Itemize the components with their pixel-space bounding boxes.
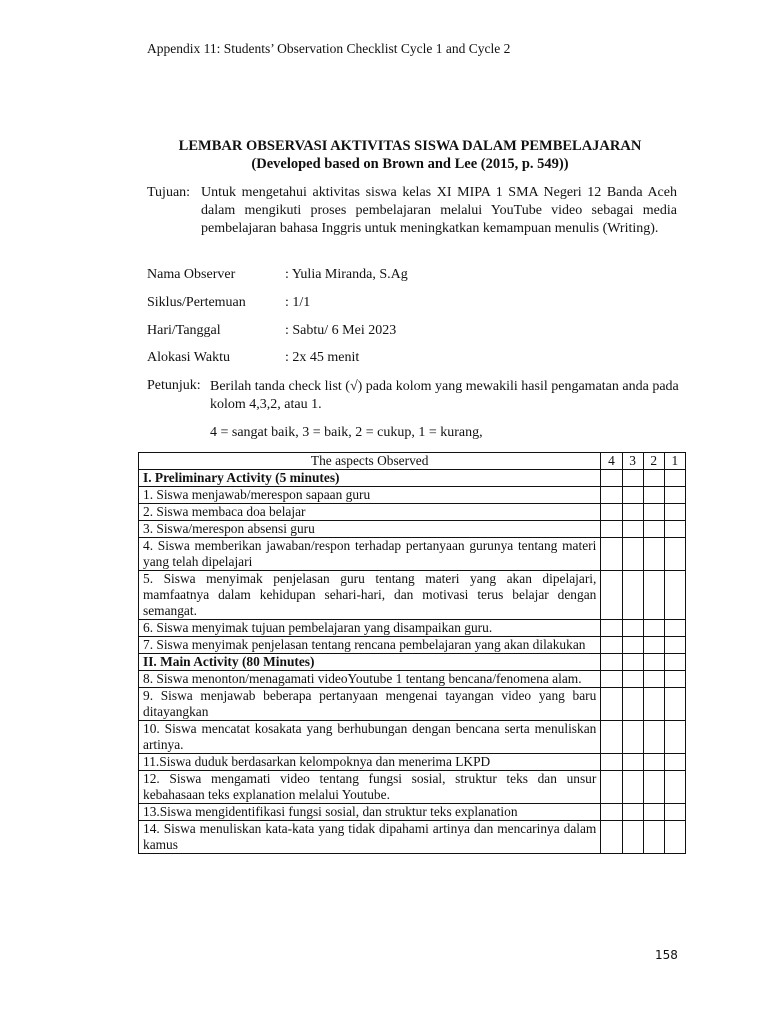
page-header: Appendix 11: Students’ Observation Checklist Cycle 1 and Cycle 2 — [147, 41, 511, 56]
score-cell-4[interactable] — [601, 538, 622, 571]
score-cell-2[interactable] — [643, 821, 664, 854]
table-row — [139, 538, 686, 571]
score-cell-2[interactable] — [643, 688, 664, 721]
score-cell-4[interactable] — [601, 470, 622, 487]
score-cell-1[interactable] — [664, 821, 685, 854]
score-cell-2[interactable] — [643, 504, 664, 521]
score-cell-2[interactable] — [643, 804, 664, 821]
document-title: LEMBAR OBSERVASI AKTIVITAS SISWA DALAM PEMBELAJARAN — [178, 138, 642, 154]
section-row — [139, 470, 686, 487]
page-number: 158 — [655, 948, 678, 962]
section-row — [139, 654, 686, 671]
section-heading: II. Main Activity (80 Minutes) — [139, 654, 601, 671]
score-cell-4[interactable] — [601, 637, 622, 654]
table-row — [139, 688, 686, 721]
score-cell-3[interactable] — [622, 620, 643, 637]
score-cell-2[interactable] — [643, 721, 664, 754]
info-value: : Sabtu/ 6 Mei 2023 — [285, 323, 397, 338]
score-cell-2[interactable] — [643, 620, 664, 637]
score-cell-4[interactable] — [601, 771, 622, 804]
score-cell-1[interactable] — [664, 721, 685, 754]
score-cell-1[interactable] — [664, 487, 685, 504]
score-cell-2[interactable] — [643, 637, 664, 654]
score-cell-1[interactable] — [664, 571, 685, 620]
table-row — [139, 771, 686, 804]
score-cell-2[interactable] — [643, 487, 664, 504]
score-cell-2[interactable] — [643, 754, 664, 771]
table-header-row — [139, 453, 686, 470]
info-value: : 2x 45 menit — [285, 350, 360, 365]
aspect-text: 5. Siswa menyimak penjelasan guru tentang materi yang akan dipelajari, mamfaatnya dalam kehidupan sehari-hari, dan motivasi terus belajar dengan semangat. — [139, 571, 601, 620]
instructions-text: Berilah tanda check list (√) pada kolom yang mewakili hasil pengamatan anda pada kolom 4,3,2, atau 1. — [210, 379, 679, 412]
score-cell-4[interactable] — [601, 688, 622, 721]
score-cell-3[interactable] — [622, 487, 643, 504]
score-cell-1[interactable] — [664, 771, 685, 804]
score-cell-3[interactable] — [622, 771, 643, 804]
score-cell-3[interactable] — [622, 654, 643, 671]
aspect-text: 4. Siswa memberikan jawaban/respon terhadap pertanyaan gurunya tentang materi yang telah dipelajari — [139, 538, 601, 571]
instructions-label: Petunjuk: — [147, 378, 201, 393]
info-label: Siklus/Pertemuan — [147, 295, 246, 310]
score-cell-3[interactable] — [622, 571, 643, 620]
score-cell-2[interactable] — [643, 671, 664, 688]
score-cell-1[interactable] — [664, 637, 685, 654]
aspect-text: 10. Siswa mencatat kosakata yang berhubungan dengan bencana serta menuliskan artinya. — [139, 721, 601, 754]
score-cell-2[interactable] — [643, 521, 664, 538]
score-cell-1[interactable] — [664, 504, 685, 521]
column-header-1: 1 — [664, 453, 685, 470]
score-cell-1[interactable] — [664, 620, 685, 637]
score-cell-4[interactable] — [601, 754, 622, 771]
score-cell-4[interactable] — [601, 654, 622, 671]
aspect-text: 12. Siswa mengamati video tentang fungsi sosial, struktur teks dan unsur kebahasaan teks explanation melalui Youtube. — [139, 771, 601, 804]
score-cell-2[interactable] — [643, 771, 664, 804]
column-header-4: 4 — [601, 453, 622, 470]
purpose-label: Tujuan: — [147, 185, 191, 200]
aspect-text: 14. Siswa menuliskan kata-kata yang tidak dipahami artinya dan mencarinya dalam kamus — [139, 821, 601, 854]
score-cell-1[interactable] — [664, 804, 685, 821]
score-cell-4[interactable] — [601, 487, 622, 504]
info-value: : 1/1 — [285, 295, 311, 310]
aspect-text: 11.Siswa duduk berdasarkan kelompoknya dan menerima LKPD — [139, 754, 601, 771]
aspect-text: 9. Siswa menjawab beberapa pertanyaan mengenai tayangan video yang baru ditayangkan — [139, 688, 601, 721]
score-cell-1[interactable] — [664, 538, 685, 571]
observation-table — [138, 452, 686, 854]
score-cell-4[interactable] — [601, 504, 622, 521]
score-cell-3[interactable] — [622, 721, 643, 754]
score-cell-4[interactable] — [601, 804, 622, 821]
score-cell-4[interactable] — [601, 821, 622, 854]
score-cell-3[interactable] — [622, 538, 643, 571]
score-cell-3[interactable] — [622, 470, 643, 487]
aspect-text: 1. Siswa menjawab/merespon sapaan guru — [139, 487, 601, 504]
aspect-text: 8. Siswa menonton/menagamati videoYoutube 1 tentang bencana/fenomena alam. — [139, 671, 601, 688]
table-row — [139, 504, 686, 521]
table-row — [139, 721, 686, 754]
document-subtitle: (Developed based on Brown and Lee (2015, p. 549)) — [251, 156, 569, 172]
table-row — [139, 571, 686, 620]
purpose-text: Untuk mengetahui aktivitas siswa kelas XI MIPA 1 SMA Negeri 12 Banda Aceh dalam mengikuti proses pembelajaran melalui YouTube video sebagai media pembelajaran bahasa Inggris untuk meningkatkan kemampuan menulis (Writing). — [201, 185, 677, 236]
score-cell-1[interactable] — [664, 754, 685, 771]
score-cell-4[interactable] — [601, 521, 622, 538]
score-cell-2[interactable] — [643, 571, 664, 620]
info-label: Hari/Tanggal — [147, 323, 221, 338]
table-row — [139, 754, 686, 771]
score-cell-1[interactable] — [664, 671, 685, 688]
info-label: Alokasi Waktu — [147, 350, 230, 365]
rating-scale: 4 = sangat baik, 3 = baik, 2 = cukup, 1 = kurang, — [210, 425, 483, 440]
aspect-text: 7. Siswa menyimak penjelasan tentang rencana pembelajaran yang akan dilakukan — [139, 637, 601, 654]
section-heading: I. Preliminary Activity (5 minutes) — [139, 470, 601, 487]
table-row — [139, 804, 686, 821]
score-cell-4[interactable] — [601, 671, 622, 688]
score-cell-2[interactable] — [643, 654, 664, 671]
score-cell-3[interactable] — [622, 671, 643, 688]
info-label: Nama Observer — [147, 267, 236, 282]
column-header-2: 2 — [643, 453, 664, 470]
score-cell-3[interactable] — [622, 521, 643, 538]
score-cell-2[interactable] — [643, 470, 664, 487]
score-cell-1[interactable] — [664, 521, 685, 538]
table-row — [139, 521, 686, 538]
aspect-text: 3. Siswa/merespon absensi guru — [139, 521, 601, 538]
score-cell-4[interactable] — [601, 571, 622, 620]
table-row — [139, 620, 686, 637]
score-cell-4[interactable] — [601, 620, 622, 637]
score-cell-1[interactable] — [664, 470, 685, 487]
score-cell-3[interactable] — [622, 688, 643, 721]
score-cell-3[interactable] — [622, 754, 643, 771]
score-cell-3[interactable] — [622, 804, 643, 821]
aspect-text: 6. Siswa menyimak tujuan pembelajaran yang disampaikan guru. — [139, 620, 601, 637]
column-header-3: 3 — [622, 453, 643, 470]
table-row — [139, 821, 686, 854]
score-cell-3[interactable] — [622, 637, 643, 654]
column-header-aspects: The aspects Observed — [139, 453, 601, 470]
table-row — [139, 487, 686, 504]
aspect-text: 2. Siswa membaca doa belajar — [139, 504, 601, 521]
score-cell-1[interactable] — [664, 654, 685, 671]
table-row — [139, 671, 686, 688]
score-cell-4[interactable] — [601, 721, 622, 754]
score-cell-3[interactable] — [622, 504, 643, 521]
table-row — [139, 637, 686, 654]
score-cell-1[interactable] — [664, 688, 685, 721]
score-cell-2[interactable] — [643, 538, 664, 571]
aspect-text: 13.Siswa mengidentifikasi fungsi sosial, dan struktur teks explanation — [139, 804, 601, 821]
info-value: : Yulia Miranda, S.Ag — [285, 267, 408, 282]
score-cell-3[interactable] — [622, 821, 643, 854]
